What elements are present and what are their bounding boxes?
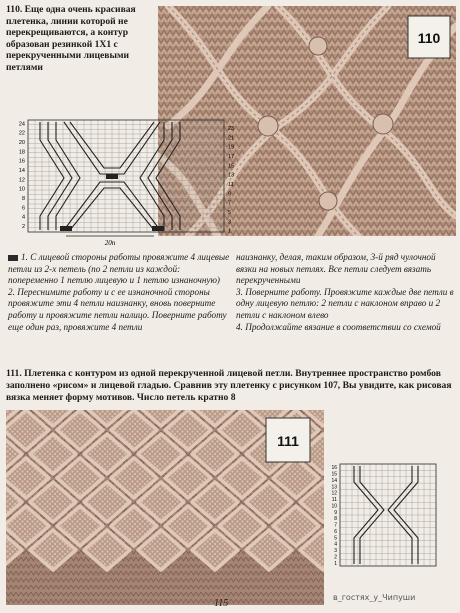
chart-row-number: 14 [18,168,25,174]
chart-row-number: 15 [228,163,235,170]
watermark: в_гостях_у_Чипуши [333,593,416,602]
chart-row-number: 11 [228,182,234,188]
chart-row-number: 8 [21,196,25,202]
chart-row-number: 13 [228,172,235,179]
chart-row-number: 1 [334,560,337,567]
chart-row-number: 24 [18,121,25,128]
chart-row-number: 3 [334,548,337,555]
chart-row-number: 5 [228,210,232,216]
pattern-110-chart [4,112,240,248]
chart-row-number: 12 [331,490,337,497]
chart-row-number: 15 [331,471,337,478]
pattern-110-badge-label: 110 [417,30,441,46]
pattern-110-instructions-left [8,252,230,333]
chart-row-number: 7 [228,200,232,207]
chart-row-number: 9 [334,509,337,516]
chart-row-number: 16 [18,158,25,165]
chart-row-number: 4 [21,214,25,221]
page-number: 115 [214,598,229,609]
pattern-110-title: 110. Еще одна очень красивая плетенка, линии которой не перекрещиваются, а контур образован резинкой 1Х1 с перекрученными лицевыми петлями [6,4,136,73]
chart-row-number: 20 [18,140,25,146]
instruction-step: наизнанку, делая, таким образом, 3-й ряд чулочной вязки на новых петлях. Все петли следует вязать перекрученными [236,252,436,286]
pattern-111-chart [326,460,456,575]
chart-row-number: 6 [334,528,337,535]
chart-row-number: 18 [18,149,25,156]
chart-row-number: 2 [334,554,337,561]
chart-row-number: 19 [228,144,235,151]
chart-row-number: 14 [331,477,337,484]
chart-110-grid [28,120,224,232]
chart-110-row-numbers-left [19,121,25,230]
instruction-step: 4. Продолжайте вязание в соответствии со схемой [236,321,441,332]
chart-row-number: 9 [228,191,232,198]
pattern-110-instructions-right [236,252,454,333]
symbol-box-icon [8,255,18,261]
chart-row-number: 21 [228,135,235,142]
chart-row-number: 3 [228,219,232,226]
chart-row-number: 16 [331,465,337,472]
instruction-step: 1. С лицевой стороны работы провяжите 4 лицевые петли из 2-х петель (по 2 петли из каждой: попеременно 1 петлю лицевую и 1 петлю изнаночную) [8,252,230,286]
chart-row-number: 10 [18,186,25,193]
pattern-111-description: 111. Плетенка с контуром из одной перекрученной лицевой петли. Внутреннее пространство ромбов заполнено «рисом» и лицевой гладью. Сравнив эту плетенку с рисунком 107, Вы увидите, как рисовая вязка меняет форму мотивов. Число петель кратно 8 [6,368,452,403]
chart-row-number: 11 [331,497,337,504]
pattern-111-badge-label: 111 [277,433,299,449]
instruction-step: 3. Поверните работу. Провяжите каждые две петли в одну лицевую петлю: 2 петли с наклоном вправо и 2 петли с наклоном влево [236,286,454,320]
chart-110-row-numbers-right [228,126,234,235]
chart-row-number: 5 [334,535,337,542]
chart-row-number: 23 [228,126,235,132]
instruction-step: 2. Переснимите работу и с ее изнаночной стороны провяжите эти 4 петли наизнанку, вновь поверните работу и провяжите петли налицо. Поверните работу еще один раз, провяжите 4 петли [8,286,227,332]
pattern-111-photo [6,410,324,605]
chart-row-number: 12 [18,177,25,184]
chart-110-repeat-label: 20п [104,239,116,247]
chart-row-number: 4 [334,541,337,548]
chart-row-number: 17 [228,154,235,160]
chart-row-number: 13 [331,484,337,491]
chart-row-number: 6 [21,205,25,212]
chart-row-number: 10 [331,503,337,510]
chart-row-number: 2 [21,224,25,230]
chart-111-row-numbers [331,465,337,567]
chart-row-number: 7 [334,522,337,529]
chart-row-number: 8 [334,516,337,523]
chart-row-number: 22 [18,130,25,137]
chart-row-number: 1 [228,228,232,235]
